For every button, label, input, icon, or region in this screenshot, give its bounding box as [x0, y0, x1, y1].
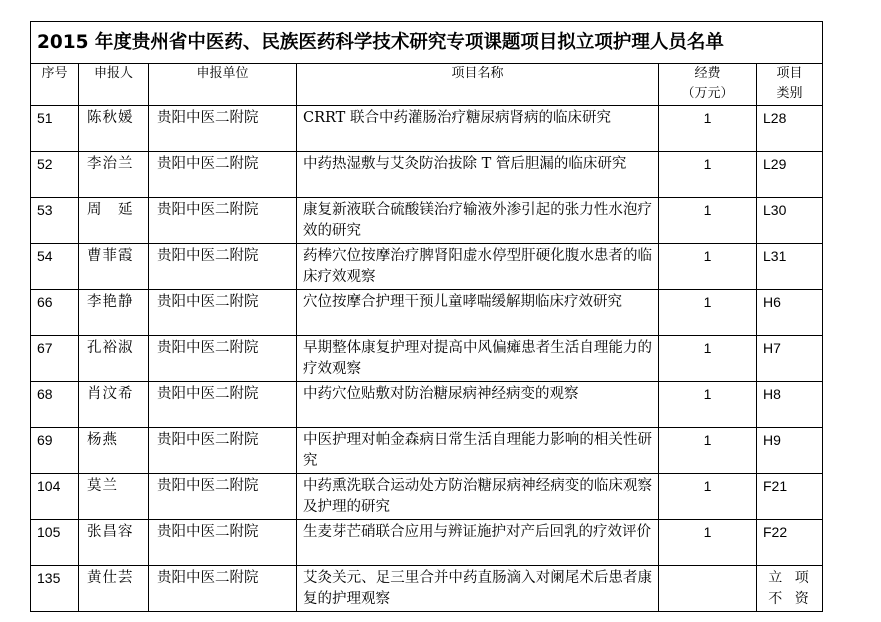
cell-category: L30: [757, 198, 823, 244]
cell-serial-number: 67: [31, 336, 79, 382]
cell-serial-number: 66: [31, 290, 79, 336]
cell-project-name: 穴位按摩合护理干预儿童哮喘缓解期临床疗效研究: [297, 290, 659, 336]
cell-serial-number: 69: [31, 428, 79, 474]
table-row: [31, 106, 823, 152]
document-title: 2015 年度贵州省中医药、民族医药科学技术研究专项课题项目拟立项护理人员名单: [31, 22, 823, 64]
cell-serial-number: 53: [31, 198, 79, 244]
cell-applicant: 李治兰: [79, 152, 149, 198]
cell-funding: 1: [659, 290, 757, 336]
header-category-line1: 项目: [776, 66, 803, 81]
cell-applicant: 周 延: [79, 198, 149, 244]
cell-project-name: 康复新液联合硫酸镁治疗输液外渗引起的张力性水泡疗效的研究: [297, 198, 659, 244]
table-row: [31, 336, 823, 382]
cell-project-name: 生麦芽芒硝联合应用与辨证施护对产后回乳的疗效评价: [297, 520, 659, 566]
cell-project-name: 中药熏洗联合运动处方防治糖尿病神经病变的临床观察及护理的研究: [297, 474, 659, 520]
table-row: [31, 566, 823, 612]
header-funding-line2: （万元）: [681, 86, 734, 101]
cell-unit: 贵阳中医二附院: [149, 198, 297, 244]
cell-applicant: 孔裕淑: [79, 336, 149, 382]
cell-funding: 1: [659, 244, 757, 290]
cell-serial-number: 135: [31, 566, 79, 612]
cell-funding: 1: [659, 474, 757, 520]
cell-funding: 1: [659, 152, 757, 198]
cell-applicant: 黄仕芸: [79, 566, 149, 612]
cell-category: F21: [757, 474, 823, 520]
cell-unit: 贵阳中医二附院: [149, 474, 297, 520]
cell-project-name: CRRT 联合中药灌肠治疗糖尿病肾病的临床研究: [297, 106, 659, 152]
cell-category: L31: [757, 244, 823, 290]
table-row: [31, 474, 823, 520]
cell-funding: 1: [659, 520, 757, 566]
cell-applicant: 曹菲霞: [79, 244, 149, 290]
cell-unit: 贵阳中医二附院: [149, 152, 297, 198]
cell-category: H8: [757, 382, 823, 428]
table-row: [31, 198, 823, 244]
header-funding: [659, 64, 757, 106]
table-row: [31, 290, 823, 336]
cell-unit: 贵阳中医二附院: [149, 428, 297, 474]
cell-unit: 贵阳中医二附院: [149, 244, 297, 290]
cell-applicant: 肖汶希: [79, 382, 149, 428]
cell-serial-number: 105: [31, 520, 79, 566]
table-row: [31, 428, 823, 474]
cell-applicant: 杨燕: [79, 428, 149, 474]
cell-applicant: 李艳静: [79, 290, 149, 336]
cell-funding: [659, 566, 757, 612]
cell-unit: 贵阳中医二附院: [149, 290, 297, 336]
header-serial-number: 序号: [31, 64, 79, 106]
cell-applicant: 张昌容: [79, 520, 149, 566]
header-funding-line1: 经费: [694, 66, 721, 81]
table-row: [31, 520, 823, 566]
table-row: [31, 382, 823, 428]
table-header-row: [31, 64, 823, 106]
cell-project-name: 中药热湿敷与艾灸防治拔除 T 管后胆漏的临床研究: [297, 152, 659, 198]
cell-unit: 贵阳中医二附院: [149, 336, 297, 382]
cell-unit: 贵阳中医二附院: [149, 520, 297, 566]
cell-funding: 1: [659, 382, 757, 428]
cell-category: 立 项 不 资: [757, 566, 823, 612]
cell-funding: 1: [659, 198, 757, 244]
cell-funding: 1: [659, 106, 757, 152]
cell-serial-number: 68: [31, 382, 79, 428]
cell-project-name: 中医护理对帕金森病日常生活自理能力影响的相关性研究: [297, 428, 659, 474]
cell-category: L29: [757, 152, 823, 198]
cell-funding: 1: [659, 428, 757, 474]
table-row: [31, 152, 823, 198]
cell-category: H7: [757, 336, 823, 382]
cell-unit: 贵阳中医二附院: [149, 382, 297, 428]
cell-unit: 贵阳中医二附院: [149, 566, 297, 612]
cell-serial-number: 104: [31, 474, 79, 520]
cell-project-name: 艾灸关元、足三里合并中药直肠滴入对阑尾术后患者康复的护理观察: [297, 566, 659, 612]
header-category-line2: 类别: [776, 86, 803, 101]
cell-applicant: 莫兰: [79, 474, 149, 520]
cell-category: F22: [757, 520, 823, 566]
header-category: [757, 64, 823, 106]
table-row: [31, 244, 823, 290]
cell-category: H9: [757, 428, 823, 474]
cell-funding: 1: [659, 336, 757, 382]
cell-project-name: 药棒穴位按摩治疗脾肾阳虚水停型肝硬化腹水患者的临床疗效观察: [297, 244, 659, 290]
cell-serial-number: 52: [31, 152, 79, 198]
header-applicant: 申报人: [79, 64, 149, 106]
cell-applicant: 陈秋媛: [79, 106, 149, 152]
cell-serial-number: 51: [31, 106, 79, 152]
cell-project-name: 中药穴位贴敷对防治糖尿病神经病变的观察: [297, 382, 659, 428]
header-unit: 申报单位: [149, 64, 297, 106]
cell-category: H6: [757, 290, 823, 336]
cell-category: L28: [757, 106, 823, 152]
header-project-name: 项目名称: [297, 64, 659, 106]
project-list-table: [30, 21, 823, 612]
cell-unit: 贵阳中医二附院: [149, 106, 297, 152]
cell-project-name: 早期整体康复护理对提高中风偏瘫患者生活自理能力的疗效观察: [297, 336, 659, 382]
cell-serial-number: 54: [31, 244, 79, 290]
